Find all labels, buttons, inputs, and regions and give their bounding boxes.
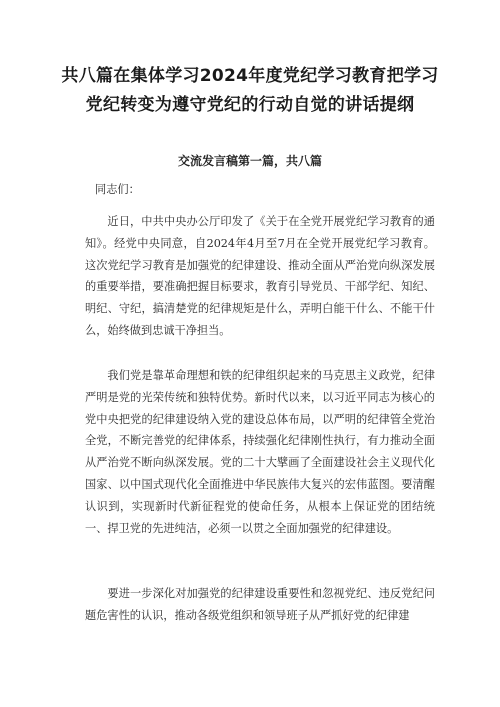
paragraph-3: 要进一步深化对加强党的纪律建设重要性和忽视党纪、违反党纪问题危害性的认识，推动各级党组织和领导班子从严抓好党的纪律建	[85, 587, 435, 622]
document-title-line-2: 党纪转变为遵守党纪的行动自觉的讲话提纲	[85, 95, 415, 115]
document-title-line-1: 共八篇在集体学习2024年度党纪学习教育把学习	[61, 66, 439, 86]
paragraph-2: 我们党是靠革命理想和铁的纪律组织起来的马克思主义政党，纪律严明是党的光荣传统和独特优势。新时代以来，以习近平同志为核心的党中央把党的纪律建设纳入党的建设总体布局，以严明的纪律管全党治全党，不断完善党的纪律体系，持续强化纪律刚性执行，有力推动全面从严治党不断向纵深发展。党的二十大擘画了全面建设社会主义现代化国家、以中国式现代化全面推进中华民族伟大复兴的宏伟蓝图。要清醒认识到，实现新时代新征程党的使命任务，从根本上保证党的团结统一、捍卫党的先进纯洁，必须一以贯之全面加强党的纪律建设。	[85, 369, 435, 535]
salutation: 同志们：	[95, 183, 140, 196]
paragraph-1: 近日，中共中央办公厅印发了《关于在全党开展党纪学习教育的通知》。经党中央同意，自2024年4月至7月在全党开展党纪学习教育。这次党纪学习教育是加强党的纪律建设、推动全面从严治党向纵深发展的重要举措，要准确把握目标要求，教育引导党员、干部学纪、知纪、明纪、守纪，搞清楚党的纪律规矩是什么，弄明白能干什么、不能干什么，始终做到忠诚干净担当。	[85, 215, 435, 337]
document-subtitle: 交流发言稿第一篇，共八篇	[177, 154, 322, 168]
